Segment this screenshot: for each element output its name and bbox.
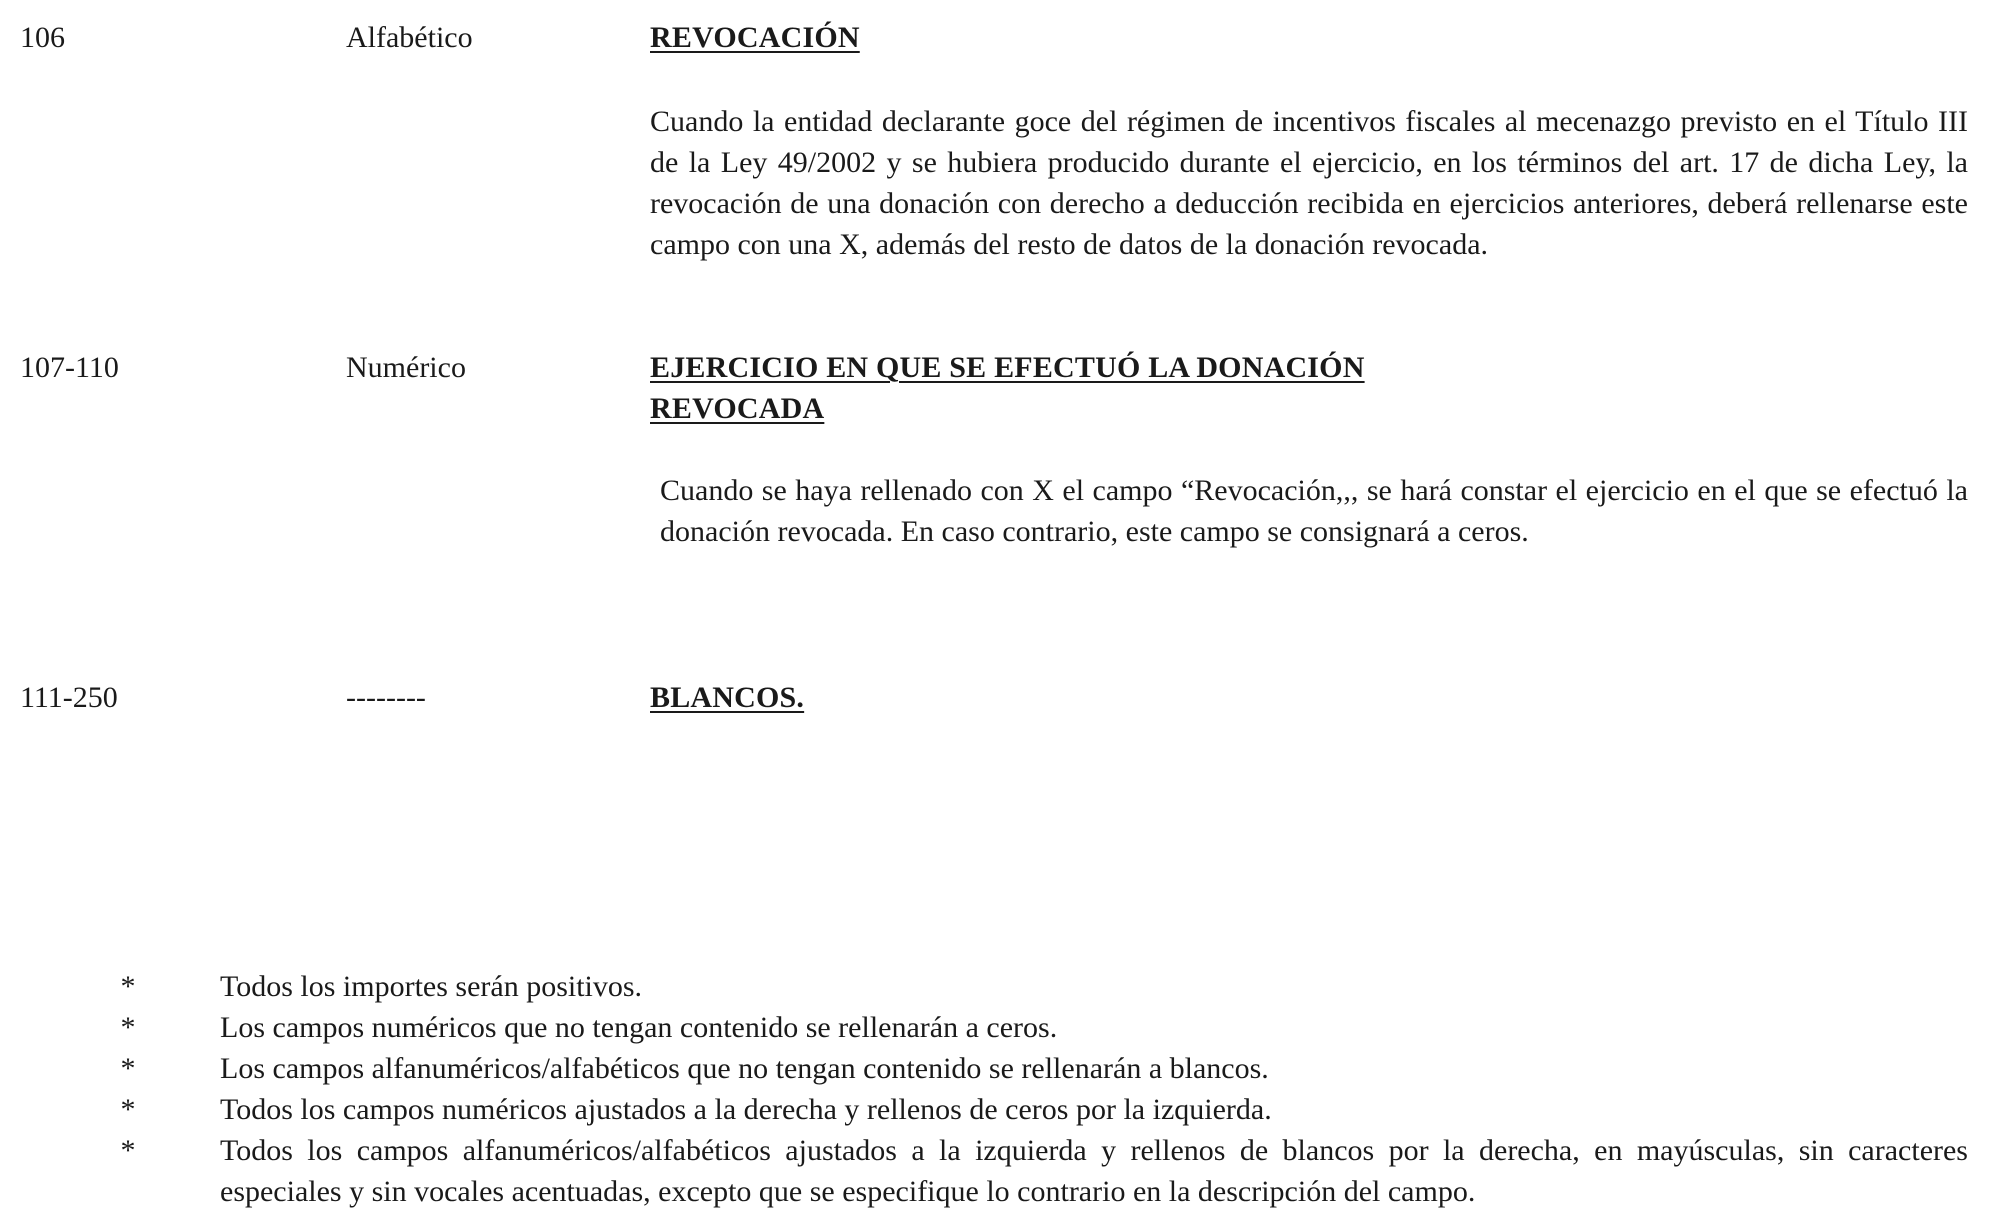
field-position-111-250: 111-250 bbox=[20, 681, 118, 714]
note-item: Todos los importes serán positivos. bbox=[220, 970, 643, 1003]
field-description-106: Cuando la entidad declarante goce del régimen de incentivos fiscales al mecenazgo previsto en el Título III de la Ley 49/2002 y se hubiera producido durante el ejercicio, en los términos del art. 17 de dicha Ley, la revocación de una donación con derecho a deducción recibida en ejercicios anteriores, deberá rellenarse este campo con una X, además del resto de datos de la donación revocada. bbox=[650, 105, 1968, 261]
field-title-111-250 bbox=[650, 677, 804, 718]
note-bullet: * bbox=[120, 1093, 136, 1126]
field-position-107-110: 107-110 bbox=[20, 351, 119, 384]
note-bullet: * bbox=[120, 1052, 136, 1085]
note-bullet: * bbox=[120, 970, 136, 1003]
field-title-line: EJERCICIO EN QUE SE EFECTUÓ LA DONACIÓN bbox=[650, 351, 1365, 384]
note-bullet: * bbox=[120, 1011, 136, 1044]
field-type-107-110: Numérico bbox=[346, 351, 466, 384]
field-title-line: BLANCOS. bbox=[650, 681, 805, 714]
field-type-106: Alfabético bbox=[346, 21, 473, 54]
field-description-107-110: Cuando se haya rellenado con X el campo “Revocación,,, se hará constar el ejercicio en el que se efectuó la donación revocada. En caso contrario, este campo se consignará a ceros. bbox=[660, 474, 1968, 548]
note-item: Los campos alfanuméricos/alfabéticos que no tengan contenido se rellenarán a blancos. bbox=[220, 1052, 1269, 1085]
field-type-111-250: -------- bbox=[346, 681, 426, 714]
field-title-line: REVOCACIÓN bbox=[650, 21, 860, 54]
note-item: Los campos numéricos que no tengan contenido se rellenarán a ceros. bbox=[220, 1011, 1058, 1044]
field-title-line: REVOCADA bbox=[650, 392, 825, 425]
note-item: Todos los campos numéricos ajustados a la derecha y rellenos de ceros por la izquierda. bbox=[220, 1093, 1272, 1126]
field-position-106: 106 bbox=[20, 21, 65, 54]
field-title-107-110 bbox=[650, 347, 1365, 429]
note-bullet: * bbox=[120, 1134, 136, 1167]
field-title-106 bbox=[650, 17, 860, 58]
note-item: Todos los campos alfanuméricos/alfabéticos ajustados a la izquierda y rellenos de blancos por la derecha, en mayúsculas, sin caracteres especiales y sin vocales acentuadas, excepto que se especifique lo contrario en la descripción del campo. bbox=[220, 1134, 1968, 1208]
